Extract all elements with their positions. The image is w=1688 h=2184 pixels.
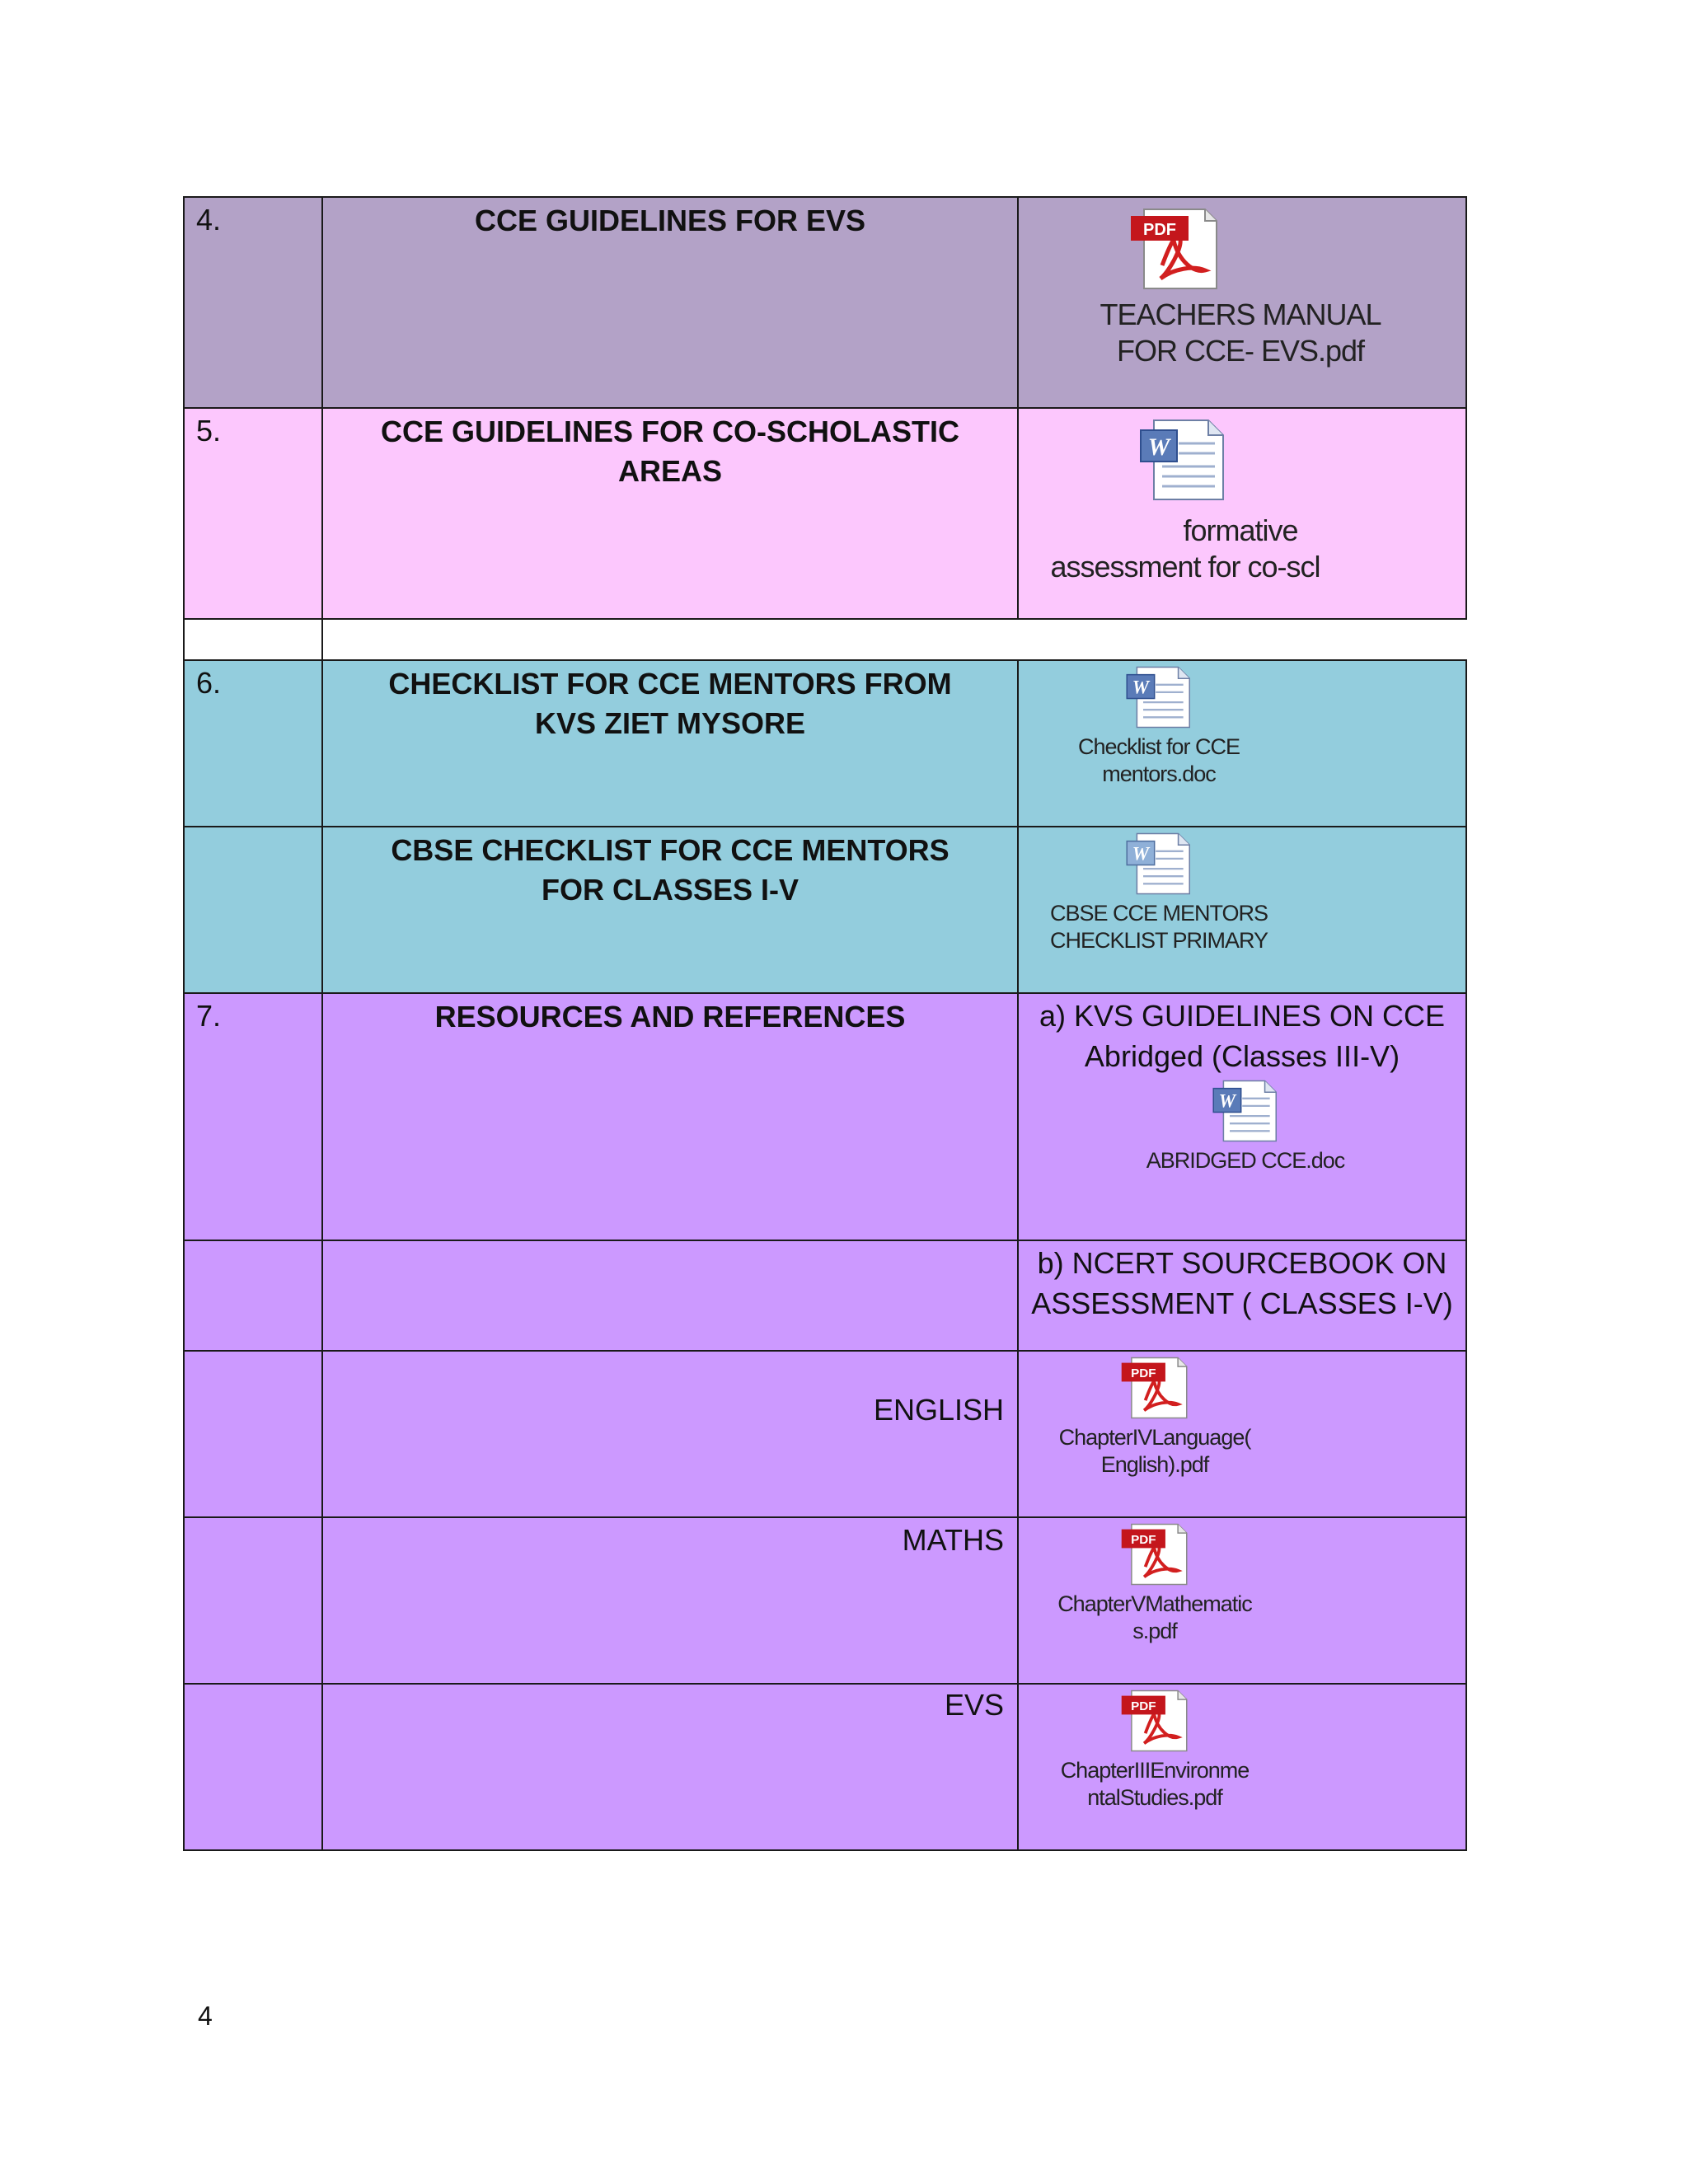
reference-heading: b) NCERT SOURCEBOOK ON	[1037, 1246, 1447, 1280]
word-doc-icon	[1137, 419, 1228, 501]
row-title: CCE GUIDELINES FOR EVS	[474, 204, 866, 237]
attachment-filename: Checklist for CCE	[1077, 734, 1240, 759]
attachment-abridged-cce[interactable]	[1118, 1080, 1373, 1174]
row-number-cell	[183, 1350, 323, 1518]
attachment-cell	[1017, 826, 1467, 994]
title-cell	[321, 407, 1019, 620]
attachment-cell	[1017, 659, 1467, 827]
subject-cell	[321, 1516, 1019, 1685]
table-row-evs	[183, 1683, 1467, 1851]
attachment-filename: English).pdf	[1100, 1452, 1209, 1477]
subject-label: MATHS	[902, 1523, 1004, 1557]
table-row-6b	[183, 826, 1467, 994]
table-row-ncert	[183, 1240, 1467, 1352]
title-cell	[321, 992, 1019, 1241]
table-row-english	[183, 1350, 1467, 1518]
svg-text:W: W	[1147, 434, 1170, 461]
attachment-maths-pdf[interactable]	[1027, 1523, 1282, 1645]
row-number-cell	[183, 826, 323, 994]
row-title: RESOURCES AND REFERENCES	[434, 1000, 906, 1033]
svg-text:W: W	[1132, 677, 1150, 698]
attachment-filename: CHECKLIST PRIMARY	[1049, 928, 1268, 953]
table-row-6	[183, 659, 1467, 827]
attachment-filename: TEACHERS MANUAL	[1100, 298, 1381, 331]
title-cell	[321, 196, 1019, 409]
attachment-filename: CBSE CCE MENTORS	[1049, 901, 1268, 926]
attachment-filename: ChapterIVLanguage(	[1058, 1425, 1251, 1450]
row-number	[185, 827, 321, 832]
subject-cell	[321, 1350, 1019, 1518]
attachment-filename: ntalStudies.pdf	[1087, 1785, 1222, 1810]
page-number: 4	[198, 2001, 213, 2031]
attachment-cbse-cce-mentors[interactable]	[1027, 832, 1291, 954]
attachment-cell	[1017, 1516, 1467, 1685]
table-row-5	[183, 407, 1467, 620]
attachment-filename: ChapterVMathematic	[1057, 1591, 1252, 1616]
attachment-filename: ChapterIIIEnvironme	[1060, 1758, 1250, 1783]
attachment-teachers-manual[interactable]	[1030, 208, 1451, 369]
row-number-cell	[183, 1240, 323, 1352]
pdf-icon	[1120, 1523, 1189, 1586]
attachment-cell	[1017, 1683, 1467, 1851]
reference-heading: Abridged (Classes III-V)	[1084, 1039, 1400, 1073]
reference-cell	[1017, 1240, 1467, 1352]
attachment-english-pdf[interactable]	[1027, 1357, 1282, 1479]
row-title: CBSE CHECKLIST FOR CCE MENTORS FOR CLASSES I-V	[391, 833, 950, 907]
row-number-cell	[183, 659, 323, 827]
row-number: 7.	[196, 999, 222, 1033]
attachment-cell	[1017, 196, 1467, 409]
pdf-icon	[1120, 1357, 1189, 1419]
row-number: 6.	[196, 666, 222, 700]
svg-text:W: W	[1132, 843, 1150, 865]
table-row-7	[183, 992, 1467, 1241]
title-cell	[321, 1240, 1019, 1352]
attachment-filename: s.pdf	[1132, 1619, 1177, 1643]
reference-heading: ASSESSMENT ( CLASSES I-V)	[1031, 1286, 1453, 1320]
word-doc-icon	[1124, 666, 1193, 729]
subject-cell	[321, 1683, 1019, 1851]
attachment-checklist-cce-mentors[interactable]	[1035, 666, 1282, 788]
row-number: 4.	[196, 203, 222, 237]
spacer-row	[183, 618, 1467, 661]
svg-text:PDF: PDF	[1131, 1699, 1156, 1714]
row-title: CCE GUIDELINES FOR CO-SCHOLASTIC AREAS	[380, 415, 960, 488]
pdf-icon	[1120, 1690, 1189, 1752]
attachment-filename: assessment for co-scl	[1050, 550, 1320, 583]
svg-text:PDF: PDF	[1143, 221, 1176, 239]
svg-text:PDF: PDF	[1131, 1366, 1156, 1381]
word-doc-icon	[1124, 832, 1193, 895]
attachment-formative-assessment[interactable]	[1030, 419, 1451, 585]
row-title: CHECKLIST FOR CCE MENTORS FROM KVS ZIET MYSORE	[388, 667, 952, 740]
attachment-filename: ABRIDGED CCE.doc	[1146, 1148, 1345, 1173]
reference-cell	[1017, 992, 1467, 1241]
subject-label: EVS	[944, 1688, 1004, 1722]
svg-text:W: W	[1218, 1090, 1236, 1112]
attachment-filename: mentors.doc	[1102, 762, 1216, 786]
title-cell	[321, 659, 1019, 827]
reference-heading: a) KVS GUIDELINES ON CCE	[1039, 999, 1446, 1033]
pdf-icon	[1129, 208, 1220, 290]
row-number-cell	[183, 196, 323, 409]
table-row-4	[183, 196, 1467, 409]
attachment-filename: FOR CCE- EVS.pdf	[1116, 334, 1365, 368]
row-number-cell	[183, 407, 323, 620]
table-row-maths	[183, 1516, 1467, 1685]
title-cell	[321, 826, 1019, 994]
subject-label: ENGLISH	[873, 1393, 1004, 1427]
attachment-evs-pdf[interactable]	[1027, 1690, 1282, 1811]
word-doc-icon	[1211, 1080, 1280, 1142]
attachment-cell	[1017, 1350, 1467, 1518]
svg-text:PDF: PDF	[1131, 1533, 1156, 1548]
spacer-cell	[321, 618, 1467, 661]
spacer-cell	[183, 618, 323, 661]
row-number-cell	[183, 992, 323, 1241]
attachment-cell	[1017, 407, 1467, 620]
row-number: 5.	[196, 414, 222, 448]
attachment-filename: formative	[1183, 513, 1298, 547]
row-number-cell	[183, 1683, 323, 1851]
row-number-cell	[183, 1516, 323, 1685]
